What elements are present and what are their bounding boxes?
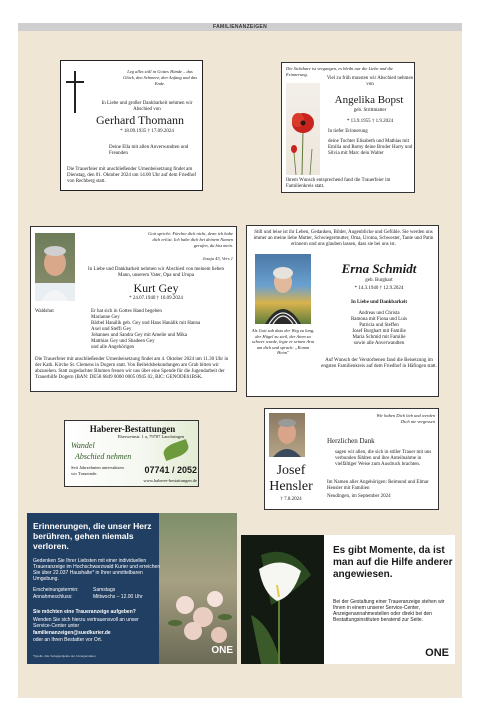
calla-lily: [241, 535, 324, 664]
hensler-name-first: Josef: [276, 463, 306, 478]
gey-intro: In Liebe und Dankbarkeit nehmen wir Abschied von meinem lieben Mann, unserem Vater, Opa und Uropa: [88, 267, 224, 278]
calla-lily-image: [241, 535, 324, 664]
ad-left-value-1: Samstags: [93, 587, 116, 593]
haberer-company: Haberer-Bestattungen: [89, 424, 176, 434]
obituary-gey: [30, 226, 237, 392]
ad-left-label-2: Annahmeschluss:: [33, 594, 73, 600]
hensler-title: Herzlichen Dank: [327, 437, 375, 445]
one-logo-right: ONE: [425, 647, 449, 659]
haberer-script-1: Wandel: [71, 441, 95, 450]
hensler-place: Neudingen, im September 2024: [327, 494, 391, 499]
gey-family: Er hat sich in Gottes Hand begeben Marianne Gey Bärbel Hanálik geb. Gey und Hans Hanálik mit Hanna Axel und Steffi Gey Johannes und Sandra Gey mit Amelie und Mika Matthias Gey und Shadeen Gey und alle Angehörigen: [91, 309, 201, 350]
roses-image: [159, 513, 237, 664]
cross-icon-bar: [66, 81, 84, 83]
bopst-maiden: geb. Strittmatter: [353, 108, 387, 113]
schmidt-funeral: Auf Wunsch der Verstorbenen fand die Beisetzung im engsten Familienkreis auf dem Friedhof in Häfingen statt.: [321, 358, 437, 369]
haberer-address: Eberweinstr. 1 a, 79787 Lauchringen: [117, 434, 185, 439]
obituary-schmidt: [246, 225, 439, 397]
thomann-dates: * 18.09.1935 † 17.09.2024: [120, 129, 174, 134]
person-portrait: [35, 233, 75, 301]
ad-haberer: [64, 420, 199, 487]
gey-dates: * 24.07.1940 † 10.09.2024: [129, 296, 183, 301]
ad-left-label-1: Erscheinungstermin:: [33, 587, 79, 593]
gey-place: Waldshut: [35, 309, 54, 314]
poppy-flower: [286, 83, 320, 175]
hensler-name-last: Hensler: [269, 479, 313, 494]
ad-left-contact: Wenden Sie sich hierzu vertrauensvoll an unser Service-Center unter: [33, 617, 139, 629]
ad-left-footnote: *Quelle: Alle Verlagsobjekte der Anzeigendaten: [33, 654, 96, 658]
thomann-poem: Leg alles still in Gottes Hände – das Glück, den Schmerz, den Anfang und das Ende.: [123, 69, 197, 86]
schmidt-maiden: geb. Burghart: [365, 278, 393, 283]
thomann-name: Gerhard Thomann: [95, 113, 185, 127]
gey-funeral: Die Trauerfeier mit anschließender Urnenbeisetzung findet am 4. Oktober 2024 um 11.30 Uhr in der Kath. Kirche St. Clemens in Dogern statt. Von Beileidsbekundungen am Grab bitten wir abzusehen. Statt zugedachter Blumen freuen wir uns über eine Spende für die Jugendarbeit der Trauerhilfe Dogern (BAN: DE58 6849 0000 0005 0945 02, BIC: GENODE61BSK.: [35, 357, 229, 380]
obituary-hensler: [264, 408, 439, 510]
ad-left-contact-2: oder an Ihren Bestatter vor Ort.: [33, 637, 103, 643]
obituary-thomann: [60, 60, 203, 191]
bopst-intro: Viel zu früh mussten wir Abschied nehmen von: [326, 76, 414, 87]
leaf-icon: [161, 439, 190, 461]
gey-poem: Gott spricht: Fürchte dich nicht, denn ich habe dich erlöst. Ich habe dich bei deinem Namen gerufen, du bist mein.: [148, 231, 233, 248]
poppy-image: [286, 83, 320, 175]
bopst-funeral: Ihrem Wunsch entsprechend fand die Trauerfeier im Familienkreis statt.: [286, 178, 391, 189]
portrait-photo-gey: [35, 233, 75, 301]
obituary-bopst: [281, 62, 415, 193]
bopst-name: Angelika Bopst: [334, 94, 404, 106]
cross-icon: [74, 71, 76, 113]
ad-left-headline: Erinnerungen, die unser Herz berühren, gehen niemals verloren.: [33, 521, 152, 551]
schmidt-poem: Still und leise ist ihr Leben, Gedanken, Bilder, Augenblicke und Gefühle. Sie werden uns immer an meine liebe Mutter, Schwiegermutter, Oma, Uroma, Schwester, Tante und Patin erinnern und uns glauben lassen, dass sie bei uns ist.: [253, 230, 434, 247]
bopst-poem: Die Sichtbare ist vergangen, es bleibt nur die Liebe und die Erinnerung.: [286, 66, 394, 77]
ad-left-email[interactable]: familienanzeigen@suedkurier.de: [33, 630, 111, 636]
ad-hilfe: [241, 535, 455, 664]
thomann-funeral: Die Trauerfeier mit anschließender Urnenbeisetzung findet am Dienstag, den 01. Oktober 2024 um 14.00 Uhr auf dem Friedhof von Rechberg statt.: [67, 167, 197, 184]
portrait-photo-hensler: [269, 413, 305, 457]
ad-right-headline: Es gibt Momente, da ist man auf die Hilfe anderer angewiesen.: [333, 545, 453, 580]
bopst-dates: * 13.9.1955 † 1.9.2024: [346, 119, 394, 124]
gey-verse: Jesaja 43, Vers 1: [202, 256, 233, 261]
ad-left-body: Gedenken Sie Ihrer Liebsten mit einer individuellen Traueranzeige im Hochschwarzwald Kurier und erreichen Sie über 22.037 Haushalte* in Ihrer unmittelbaren Umgebung.: [33, 558, 161, 582]
haberer-phone: 07741 / 2052: [144, 465, 197, 475]
ad-trauer-anzeige: [27, 513, 237, 664]
hensler-dates: † 7.8.2024: [280, 497, 302, 502]
ad-right-body: Bei der Gestaltung einer Traueranzeige stehen wir Ihnen in einem unserer Service-Center, Anzeigenannahmestellen oder direkt bei den Bestattungsinstituten beratend zur Seite.: [333, 599, 445, 623]
portrait-photo-schmidt: [255, 254, 311, 324]
ad-left-value-2: Mittwochs – 12.00 Uhr: [93, 594, 143, 600]
hensler-signature: Im Namen aller Angehörigen: Reimund und Elmar Hensler mit Familien: [327, 480, 429, 491]
schmidt-sorrow: In Liebe und Dankbarkeit: [351, 300, 407, 305]
bopst-family: deine Tochter Elisabeth und Mathias mit Emilia und Romy deine Bruder Harry und Silvia mit Marc dein Walter: [328, 139, 413, 156]
hensler-poem: Wir haben Dich lieb und werden Dich nie vergessen: [376, 413, 435, 424]
schmidt-name: Erna Schmidt: [341, 261, 417, 276]
haberer-script-2: Abschied nehmen: [75, 452, 132, 461]
gey-name: Kurt Gey: [133, 281, 179, 295]
ad-left-question: Sie möchten eine Traueranzeige aufgeben?: [33, 609, 136, 615]
person-portrait: [255, 254, 311, 324]
schmidt-family: Andreas und Christa Ramona mit Fiona und Luis Patricia und Steffen Josef Burghart mit Familie Maria Schmid mit Familie sowie alle Anverwandten: [350, 311, 408, 346]
hensler-text: sagen wir allen, die sich in stiller Trauer mit uns verbunden fühlten und ihre Anteilnahme in vielfältiger Weise zum Ausdruck brachten.: [335, 450, 432, 467]
section-header: FAMILIENANZEIGEN: [18, 23, 462, 31]
thomann-intro: In Liebe und großer Dankbarkeit nehmen wir Abschied von: [101, 101, 193, 112]
person-portrait: [269, 413, 305, 457]
haberer-since: Seit Jahrzehnten unterstützen wir Trauernde.: [71, 465, 124, 476]
one-logo-left: ONE: [211, 645, 233, 656]
haberer-web: www.haberer-bestattungen.de: [143, 478, 197, 483]
roses-bouquet: [159, 513, 237, 664]
bopst-sorrow: In tiefer Erinnerung: [328, 129, 368, 134]
schmidt-quote: Als Gott sah dass der Weg zu lang, der Hügel zu steil, der Atem zu schwer wurde, legte er seinen Arm um dich und sprach: „Komm Heim": [251, 328, 315, 355]
thomann-family: Deine Ella mit allen Anverwandten und Freunden: [109, 145, 189, 156]
schmidt-dates: * 14.3.1940 † 12.9.2024: [354, 286, 404, 291]
